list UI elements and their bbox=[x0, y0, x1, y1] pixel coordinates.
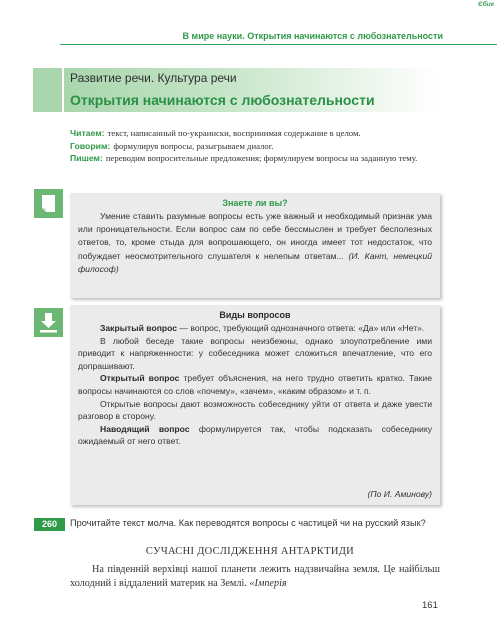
skill-item bbox=[70, 127, 442, 140]
paragraph bbox=[78, 423, 432, 448]
skill-item bbox=[70, 152, 442, 165]
quote-text: Умение ставить разумные вопросы есть уже важный и необходимый признак ума или проницательности. Если вопрос сам по себе бессмыслен и требует бесполезных ответов, то, кроме стыда для вопрошающего, он иногда имеет тот недостаток, что побуждает неосмотрительного слушателя к нелепым ответам... bbox=[78, 211, 432, 261]
paragraph bbox=[78, 372, 432, 397]
exercise-text: Прочитайте текст молча. Как переводятся вопросы с частицей чи на русский язык? bbox=[70, 518, 426, 528]
definition: — вопрос, требующий однозначного ответа: «Да» или «Нет». bbox=[177, 323, 425, 333]
did-you-know-title: Знаете ли вы? bbox=[222, 198, 288, 208]
paragraph: Открытые вопросы дают возможность собеседнику уйти от ответа и даже увести разговор в сторону. bbox=[78, 398, 432, 422]
reading-title: СУЧАСНІ ДОСЛІДЖЕННЯ АНТАРКТИДИ bbox=[145, 546, 355, 557]
term: Наводящий вопрос bbox=[100, 423, 190, 434]
definition: требует объяснения, на него трудно ответить кратко. Такие вопросы начинаются со слов «почему», «зачем», «каким образом» и т. п. bbox=[78, 373, 433, 396]
topic-marker bbox=[33, 68, 62, 112]
paragraph bbox=[78, 322, 432, 335]
skill-item bbox=[70, 140, 442, 153]
skill-keyword: Читаем: bbox=[70, 128, 105, 138]
reading-text-italic: «Імперія bbox=[249, 578, 287, 589]
topic-title: Открытия начинаются с любознательности bbox=[70, 92, 375, 108]
skills-list bbox=[70, 127, 442, 165]
term: Закрытый вопрос bbox=[100, 323, 178, 333]
running-header: В мире науки. Открытия начинаются с любознательности bbox=[182, 31, 443, 41]
source-signature: (По И. Аминову) bbox=[367, 489, 432, 499]
note-icon bbox=[34, 189, 63, 218]
question-types-body bbox=[78, 322, 432, 448]
skill-text: текст, написанный по-украински, воспринимая содержание в целом. bbox=[107, 128, 361, 138]
publisher-logo: Єбuк bbox=[478, 1, 494, 8]
quote-citation: (И. Кант, немецкий философ) bbox=[78, 250, 433, 274]
question-types-title: Виды вопросов bbox=[219, 310, 291, 320]
skill-text: формулируя вопросы, разыгрываем диалог. bbox=[113, 140, 274, 151]
page-number: 161 bbox=[422, 600, 438, 611]
skill-text: переводим вопросительные предложения; формулируем вопросы на заданную тему. bbox=[105, 153, 418, 163]
paragraph: В любой беседе такие вопросы неизбежны, однако злоупотребление ими приводит к напряженности: у собеседника может сложиться впечатление, что его допрашивают. bbox=[78, 335, 432, 371]
download-icon bbox=[34, 308, 63, 337]
skill-keyword: Пишем: bbox=[70, 153, 103, 163]
header-divider bbox=[60, 44, 497, 45]
definition: формулируется так, чтобы подсказать собеседнику ожидаемый от него ответ. bbox=[78, 423, 432, 447]
did-you-know-text bbox=[78, 210, 432, 276]
skill-keyword: Говорим: bbox=[70, 140, 111, 151]
term: Открытый вопрос bbox=[100, 373, 180, 384]
exercise-number: 260 bbox=[34, 518, 65, 531]
topic-subtitle: Развитие речи. Культура речи bbox=[70, 71, 237, 85]
reading-text bbox=[70, 563, 440, 591]
reading-text-plain: На південній верхівці нашої планети лежить надзвичайна земля. Це найбільш холодний і віддалений материк на Землі. bbox=[70, 564, 440, 589]
